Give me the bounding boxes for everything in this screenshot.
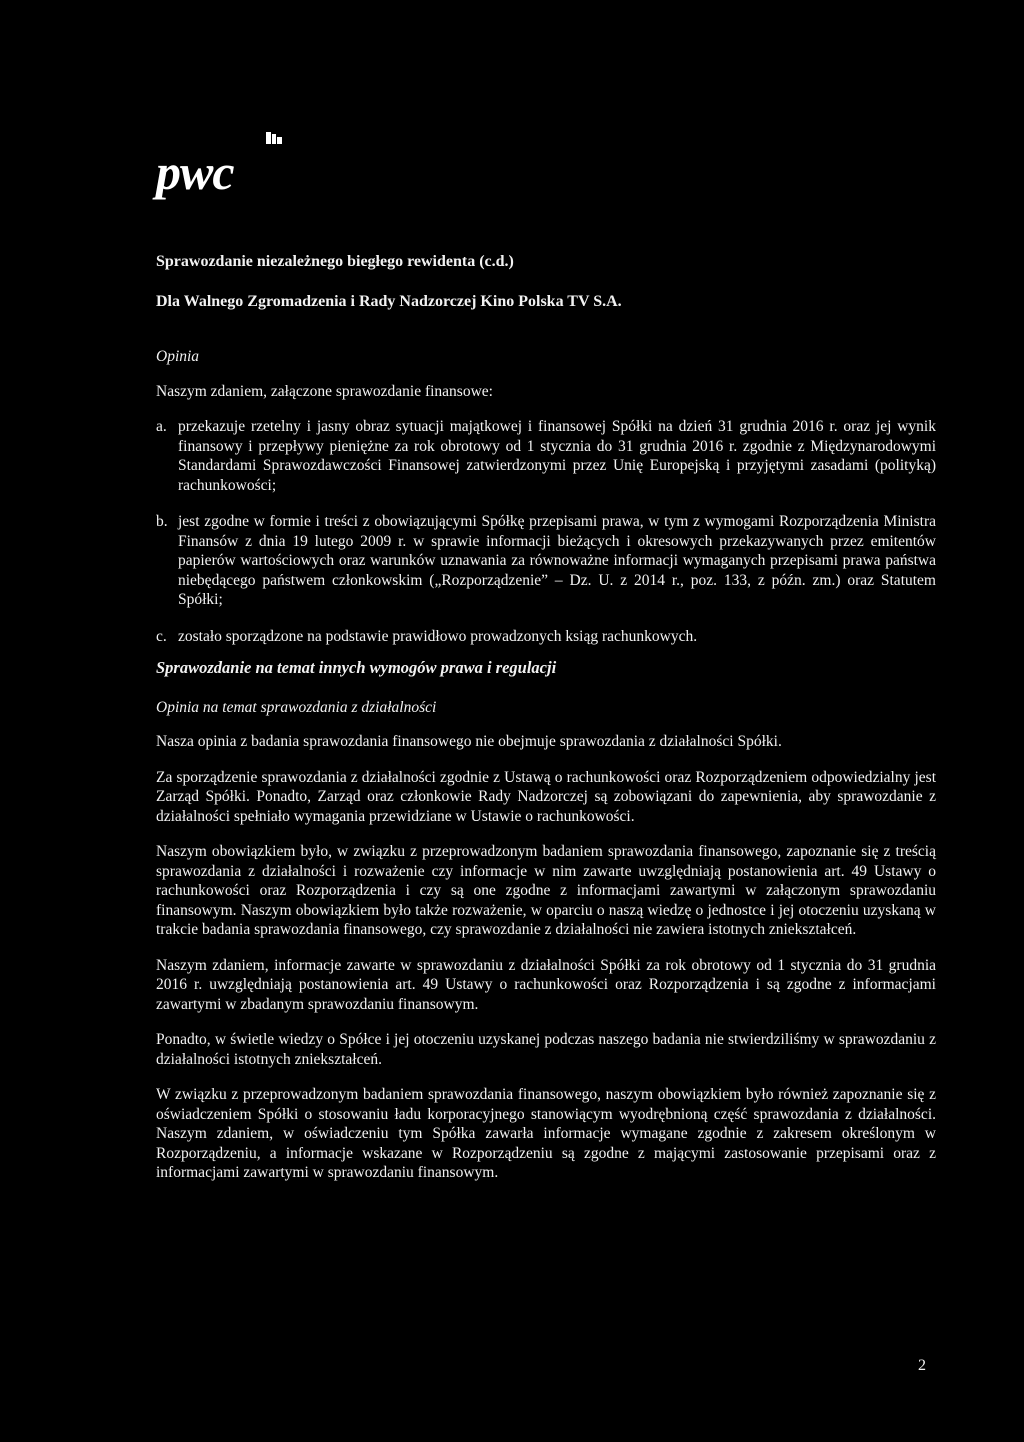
- opinion-item-b: [156, 512, 936, 610]
- page-number: 2: [918, 1357, 926, 1374]
- opinion-intro: Naszym zdaniem, załączone sprawozdanie finansowe:: [156, 382, 493, 400]
- list-text: przekazuje rzetelny i jasny obraz sytuacji majątkowej i finansowej Spółki na dzień 31 grudnia 2016 r. oraz jej wynik finansowy i przepływy pieniężne za rok obrotowy od 1 stycznia do 31 grudnia 2016 r. zgodnie z Międzynarodowymi Standardami Sprawozdawczości Finansowej zatwierdzonymi przez Unię Europejską i przyjętymi zasadami (polityką) rachunkowości;: [178, 418, 936, 494]
- list-text: jest zgodne w formie i treści z obowiązującymi Spółkę przepisami prawa, w tym z wymogami Rozporządzenia Ministra Finansów z dnia 19 lutego 2009 r. w sprawie informacji bieżących i okresowych przekazywanych przez emitentów papierów wartościowych oraz warunków uznawania za równoważne informacji wymaganych przepisami prawa państwa niebędącego państwem członkowskim („Rozporządzenie” – Dz. U. z 2014 r., poz. 133, z późn. zm.) oraz Statutem Spółki;: [178, 513, 936, 608]
- opinion-item-a: [156, 417, 936, 495]
- pwc-logo: [156, 118, 286, 208]
- report-addressee: Dla Walnego Zgromadzenia i Rady Nadzorczej Kino Polska TV S.A.: [156, 292, 622, 310]
- pwc-logo-mark-icon: [266, 132, 282, 144]
- paragraph: Naszym obowiązkiem było, w związku z przeprowadzonym badaniem sprawozdania finansowego, zapoznanie się z treścią sprawozdania z działalności i rozważenie czy informacje w nim zawarte uwzględniają postanowienia art. 49 Ustawy o rachunkowości oraz Rozporządzenia i czy są one zgodne z informacjami zawartymi w załączonym sprawozdaniu finansowym. Naszym obowiązkiem było także rozważenie, w oparciu o naszą wiedzę o jednostce i jej otoczeniu uzyskaną w trakcie badania sprawozdania finansowego, czy sprawozdanie z działalności nie zawiera istotnych zniekształceń.: [156, 843, 936, 938]
- paragraph: Nasza opinia z badania sprawozdania finansowego nie obejmuje sprawozdania z działalności Spółki.: [156, 733, 782, 750]
- list-marker: c.: [156, 627, 167, 645]
- list-marker: a.: [156, 418, 167, 435]
- other-requirements-title: Sprawozdanie na temat innych wymogów prawa i regulacji: [156, 658, 557, 677]
- opinion-title: Opinia: [156, 348, 200, 365]
- paragraph: Za sporządzenie sprawozdania z działalności zgodnie z Ustawą o rachunkowości oraz Rozporządzeniem odpowiedzialny jest Zarząd Spółki. Ponadto, Zarząd oraz członkowie Rady Nadzorczej są zobowiązani do zapewnienia, aby sprawozdanie z działalności spełniało wymagania przewidziane w Ustawie o rachunkowości.: [156, 768, 936, 825]
- list-text: zostało sporządzone na podstawie prawidłowo prowadzonych ksiąg rachunkowych.: [178, 627, 698, 645]
- paragraph: Ponadto, w świetle wiedzy o Spółce i jej otoczeniu uzyskanej podczas naszego badania nie stwierdziliśmy w sprawozdaniu z działalności istotnych zniekształceń.: [156, 1031, 936, 1068]
- report-title: Sprawozdanie niezależnego biegłego rewidenta (c.d.): [156, 253, 514, 270]
- list-marker: b.: [156, 513, 168, 530]
- report-body: [156, 252, 936, 1199]
- paragraph: Naszym zdaniem, informacje zawarte w sprawozdaniu z działalności Spółki za rok obrotowy od 1 stycznia do 31 grudnia 2016 r. uwzględniają postanowienia art. 49 Ustawy o rachunkowości oraz Rozporządzenia i są zgodne z informacjami zawartymi w zbadanym sprawozdaniu finansowym.: [156, 956, 936, 1013]
- paragraph: W związku z przeprowadzonym badaniem sprawozdania finansowego, naszym obowiązkiem było również zapoznanie się z oświadczeniem Spółki o stosowaniu ładu korporacyjnego stanowiącym wyodrębnioną część sprawozdania z działalności. Naszym zdaniem, w oświadczeniu tym Spółka zawarła informacje wymagane zgodnie z zakresem określonym w Rozporządzeniu, a informacje wskazane w Rozporządzeniu są zgodne z mającymi zastosowanie przepisami oraz z informacjami zawartymi w sprawozdaniu finansowym.: [156, 1086, 936, 1181]
- opinion-item-c: [156, 627, 936, 647]
- pwc-logo-text: pwc: [156, 144, 234, 200]
- management-report-opinion-title: Opinia na temat sprawozdania z działalności: [156, 698, 437, 716]
